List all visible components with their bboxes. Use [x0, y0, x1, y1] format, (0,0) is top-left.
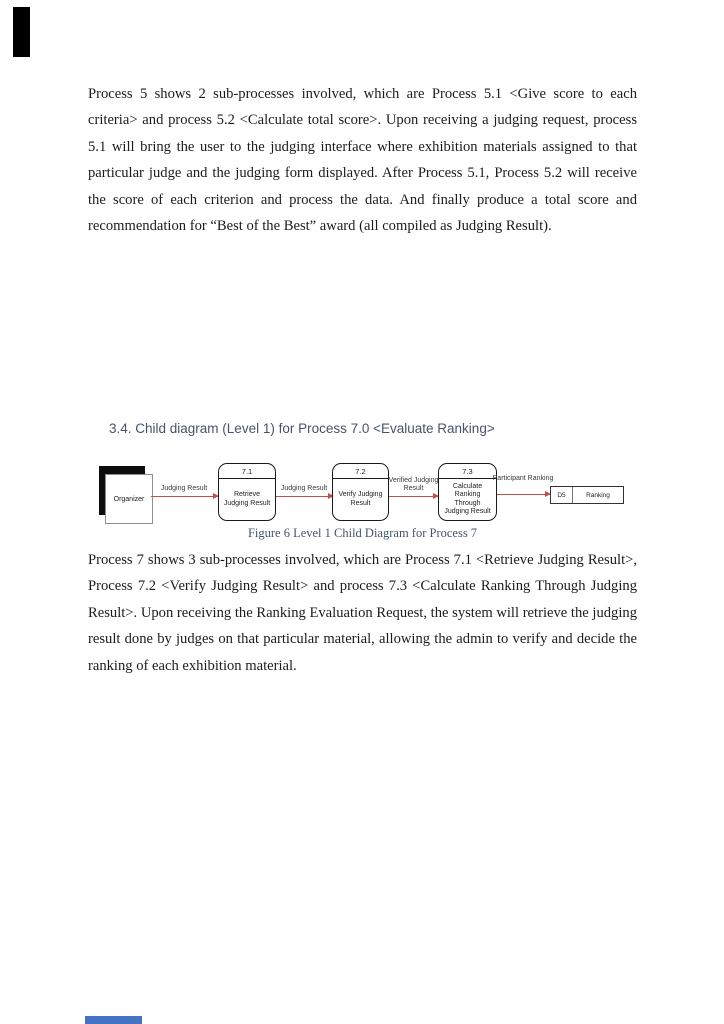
- data-store-id: D5: [551, 487, 573, 503]
- process-7-2-id: 7.2: [333, 464, 388, 479]
- section-heading: 3.4. Child diagram (Level 1) for Process 7.0 <Evaluate Ranking>: [109, 421, 495, 436]
- flow-arrow-participant-ranking: [497, 494, 550, 495]
- flow-arrow-verified-judging-result: [389, 496, 438, 497]
- data-store-label: Ranking: [586, 491, 610, 499]
- page-artifact-black-mark: [13, 7, 30, 57]
- flow-label-verified-judging-result: Verified Judging Result: [388, 477, 439, 492]
- flow-arrow-judging-result-2: [276, 496, 333, 497]
- process-7-3: [438, 463, 497, 521]
- process-7-3-id: 7.3: [439, 464, 496, 479]
- paragraph-process-7: Process 7 shows 3 sub-processes involved, which are Process 7.1 <Retrieve Judging Result>, Process 7.2 <Verify Judging Result> and process 7.3 <Calculate Ranking Through Judging Result>. Upon receiving the Ranking Evaluation Request, the system will retrieve the judging result done by judges on that particular material, allowing the admin to verify and decide the ranking of each exhibition material.: [88, 552, 637, 674]
- figure-caption: Figure 6 Level 1 Child Diagram for Process 7: [247, 526, 478, 540]
- paragraph-process-5: Process 5 shows 2 sub-processes involved, which are Process 5.1 <Give score to each criteria> and process 5.2 <Calculate total score>. Upon receiving a judging request, process 5.1 will bring the user to the judging interface where exhibition materials assigned to that particular judge and the judging form displayed. After Process 5.1, Process 5.2 will receive the score of each criterion and process the data. And finally produce a total score and recommendation for “Best of the Best” award (all compiled as Judging Result).: [88, 86, 637, 235]
- flow-label-judging-result-2: Judging Result: [280, 485, 328, 492]
- process-7-2-label: Verify Judging Result: [338, 491, 383, 507]
- process-7-1-id: 7.1: [219, 464, 275, 479]
- data-store-ranking: [550, 486, 624, 504]
- organizer-label: Organizer: [113, 495, 145, 503]
- next-page-blue-strip: [85, 1016, 142, 1024]
- process-7-1-label: Retrieve Judging Result: [223, 491, 271, 507]
- flow-label-judging-result-1: Judging Result: [160, 485, 208, 492]
- process-7-3-label: Calculate Ranking Through Judging Result: [444, 482, 491, 515]
- flow-label-participant-ranking: Participant Ranking: [492, 475, 554, 482]
- organizer-external-entity: [105, 474, 153, 524]
- flow-arrow-judging-result-1: [151, 496, 218, 497]
